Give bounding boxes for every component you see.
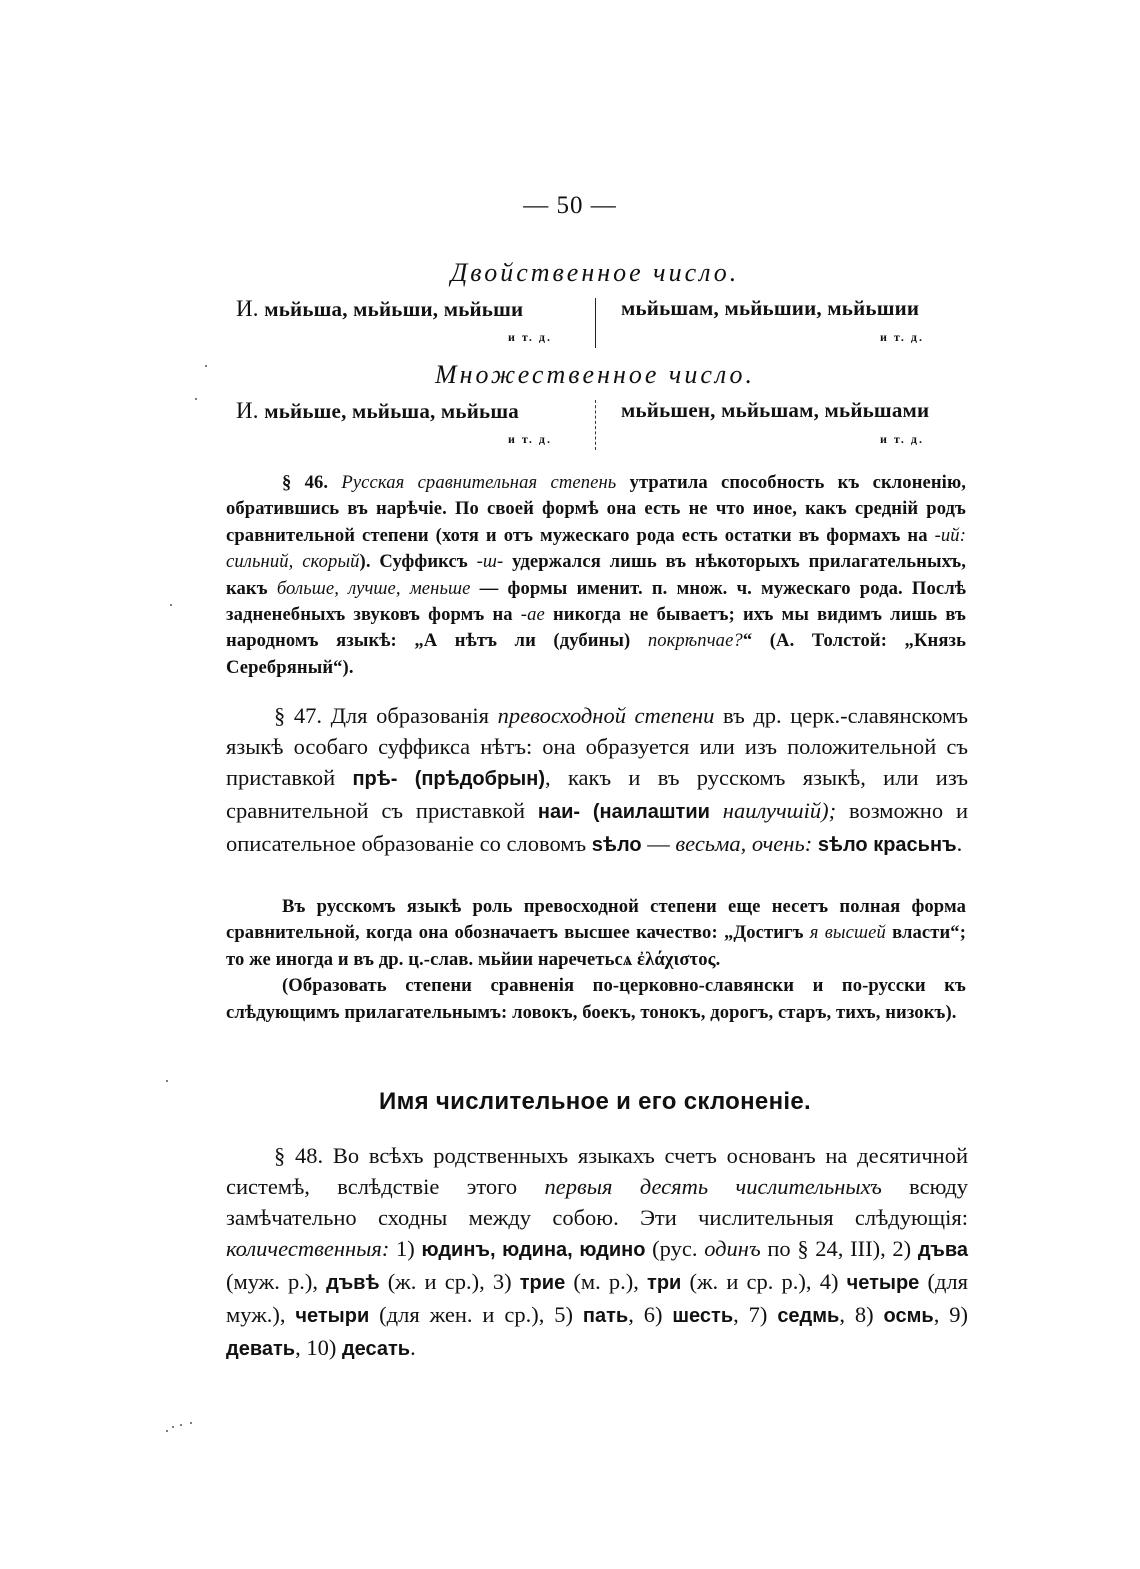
scan-speck — [195, 398, 197, 400]
plural-number-heading: Множественное число. — [434, 360, 756, 389]
scan-speck — [166, 1080, 168, 1082]
section-48-text: § 48. Во всѣхъ родственныхъ языкахъ счетъ основанъ на десятичной системѣ, вслѣдствіе этого первыя десять числительныхъ всюду замѣчательно сходны между собою. Эти числительныя слѣдующія: количественныя: 1) юдинъ, юдина, юдино (рус. одинъ по § 24, III), 2) дъва (муж. р.), дъвѣ (ж. и ср.), 3) трие (м. р.), три (ж. и ср. р.), 4) четыре (для муж.), четыри (для жен. и ср.), 5) пать, 6) шесть, 7) седмь, 8) осмь, 9) девать, 10) десать. — [226, 1143, 969, 1360]
scan-speck — [170, 604, 172, 606]
plural-left-etc: и т. д. — [508, 432, 552, 446]
column-divider — [595, 400, 597, 450]
scan-speck — [172, 1426, 174, 1428]
plural-paradigm — [236, 398, 966, 460]
scan-speck — [166, 1430, 168, 1432]
dual-right-etc: и т. д. — [880, 330, 924, 344]
plural-right-etc: и т. д. — [880, 432, 924, 446]
section-heading: Имя числительное и его склоненіе. — [379, 1088, 811, 1115]
section-47-note-text: Въ русскомъ языкѣ роль превосходной степени еще несетъ полная форма сравнительной, когда она обозначаетъ высшее качество: „Достигъ я высшей власти“; то же иногда и въ др. ц.-слав. мьйии наречетьсѧ ἐλάχιστος. — [226, 896, 966, 970]
case-label: И. — [236, 296, 259, 321]
scan-speck — [205, 365, 207, 367]
case-label: И. — [236, 398, 259, 423]
dual-number-heading: Двойственное число. — [450, 258, 740, 287]
dual-right-forms: мьйьшам, мьйьшии, мьйьшии — [621, 296, 920, 320]
section-48 — [226, 1140, 968, 1365]
dual-paradigm — [236, 296, 966, 358]
section-46 — [226, 470, 966, 681]
section-47-note — [226, 894, 966, 1026]
section-46-text: § 46. Русская сравнительная степень утратила способность къ склоненію, обратившись въ нарѣчіе. По своей формѣ она есть не что иное, какъ средній родъ сравнительной степени (хотя и отъ мужескаго рода есть остатки въ формахъ на -ий: сильний, скорый). Суффиксъ -ш- удержался лишь въ нѣкоторыхъ прилагательныхъ, какъ больше, лучше, меньше — формы именит. п. множ. ч. мужескаго рода. Послѣ задненебныхъ звуковъ формъ на -ае никогда не бываетъ; ихъ мы видимъ лишь въ народномъ языкѣ: „А нѣтъ ли (дубины) покрѣпчае?“ (А. Толстой: „Князь Серебряный“). — [226, 472, 966, 678]
dual-left-etc: и т. д. — [508, 330, 552, 344]
exercise-text: (Образовать степени сравненія по-церковно-славянски и по-русски къ слѣдующимъ прилагательнымъ: ловокъ, боекъ, тонокъ, дорогъ, старъ, тихъ, низокъ). — [226, 975, 966, 1023]
plural-left-forms: И. мьйьше, мьйьша, мьйьша — [236, 398, 519, 423]
dual-left-forms: И. мьйьша, мьйьши, мьйьши — [236, 296, 524, 321]
section-47-text: § 47. Для образованія превосходной степени въ др. церк.-славянскомъ языкѣ особаго суффикса нѣтъ: она образуется или изъ положительной съ приставкой прѣ- (прѣдобрын), какъ и въ русскомъ языкѣ, или изъ сравнительной съ приставкой наи- (наилаштии наилучшій); возможно и описательное образованіе со словомъ ѕѣло — весьма, очень: ѕѣло красьнъ. — [226, 703, 968, 856]
page-number: — 50 — — [523, 192, 617, 219]
scan-speck — [190, 1422, 192, 1424]
column-divider — [595, 298, 596, 348]
section-47 — [226, 700, 968, 861]
scan-speck — [180, 1424, 182, 1426]
plural-right-forms: мьйьшен, мьйьшам, мьйьшами — [621, 398, 930, 422]
